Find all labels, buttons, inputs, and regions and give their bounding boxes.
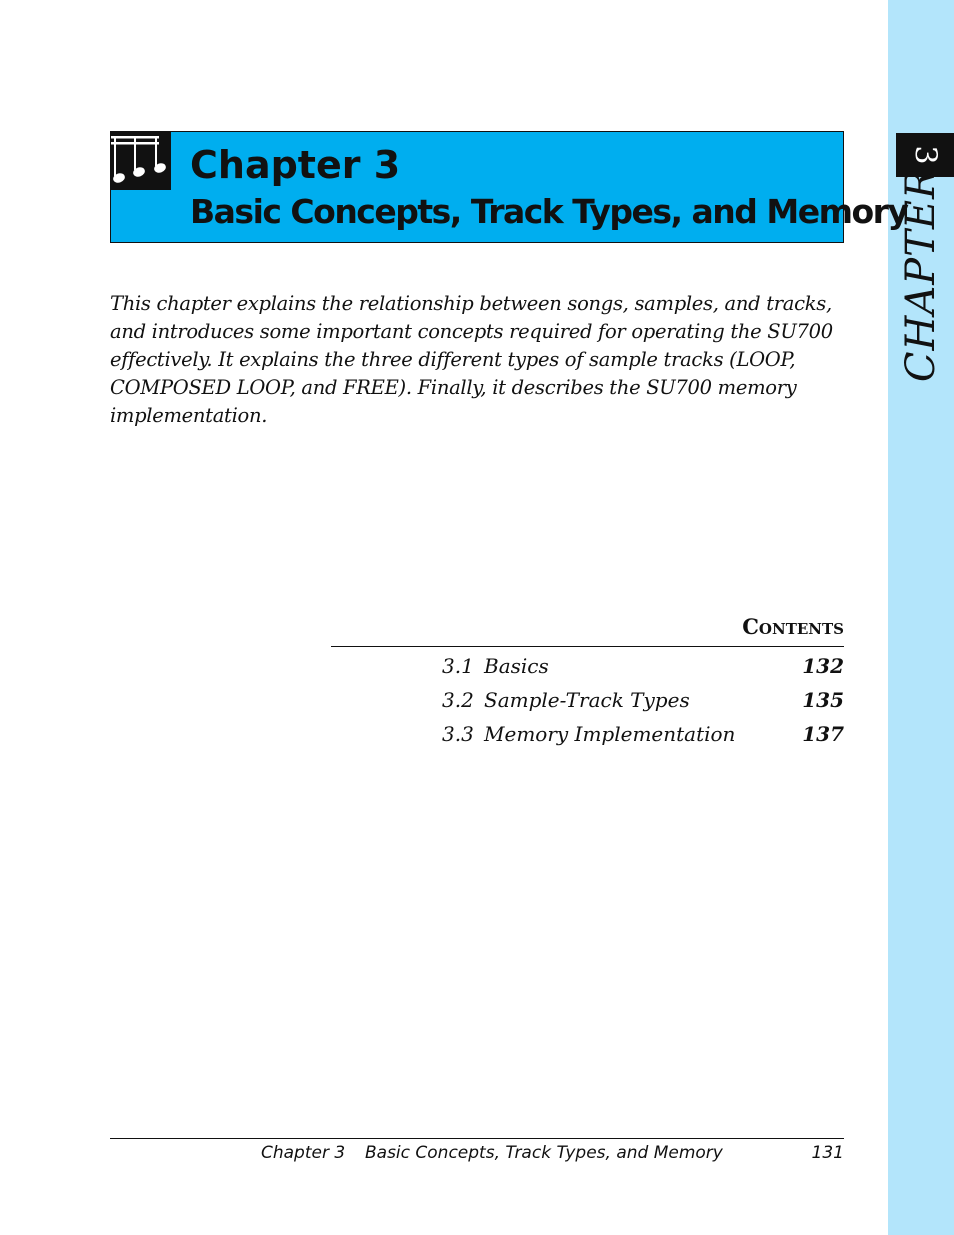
toc-item-title: Memory Implementation: [484, 722, 736, 746]
toc-item-page: 135: [802, 688, 844, 712]
toc-item[interactable]: [442, 654, 844, 688]
toc-item-title: Basics: [484, 654, 549, 678]
toc-item-page: 132: [802, 654, 844, 678]
toc-item-number: 3.3: [442, 722, 474, 746]
toc-item-page: 137: [802, 722, 844, 746]
footer-chapter: Chapter 3: [261, 1143, 346, 1163]
toc-item-title: Sample-Track Types: [484, 688, 690, 712]
toc-item-number: 3.1: [442, 654, 474, 678]
toc-item-number: 3.2: [442, 688, 474, 712]
side-tab-word: CHAPTER: [898, 167, 944, 383]
toc-item[interactable]: [442, 688, 844, 722]
table-of-contents: [442, 654, 844, 756]
footer-divider: [110, 1138, 844, 1139]
toc-item[interactable]: [442, 722, 844, 756]
contents-divider: [331, 646, 844, 647]
contents-heading: Contents: [742, 614, 844, 639]
page-number: 131: [811, 1143, 844, 1163]
side-tab-number: 3: [908, 145, 943, 165]
music-notes-icon-graphic: [111, 132, 171, 190]
page-footer: [110, 1143, 844, 1169]
chapter-title: Basic Concepts, Track Types, and Memory: [190, 192, 908, 231]
chapter-banner: [110, 131, 908, 243]
intro-paragraph: This chapter explains the relationship between songs, samples, and tracks, and introduces some important concepts required for operating the SU700 effectively. It explains the three different types of sample tracks (LOOP, COMPOSED LOOP, and FREE). Finally, it describes the SU700 memory implementation.: [110, 292, 833, 427]
footer-title: Basic Concepts, Track Types, and Memory: [365, 1143, 723, 1163]
music-notes-icon: [111, 132, 171, 190]
chapter-label: Chapter 3: [190, 143, 401, 187]
